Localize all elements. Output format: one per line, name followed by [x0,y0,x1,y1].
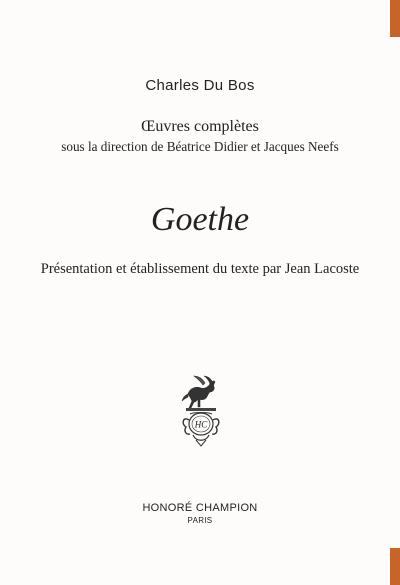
publisher-city: PARIS [187,516,213,525]
accent-bar-bottom [390,548,400,585]
publisher-name: HONORÉ CHAMPION [142,502,258,514]
accent-bar-top [390,0,400,37]
series-direction: sous la direction de Béatrice Didier et Jacques Neefs [61,139,339,154]
series-title: Œuvres complètes [141,118,259,135]
book-title: Goethe [150,201,250,238]
publisher-logo [174,372,228,450]
logo-initials: HC [194,419,208,430]
presentation-credit: Présentation et établissement du texte par Jean Lacoste [40,261,360,277]
author-name: Charles Du Bos [145,77,255,94]
